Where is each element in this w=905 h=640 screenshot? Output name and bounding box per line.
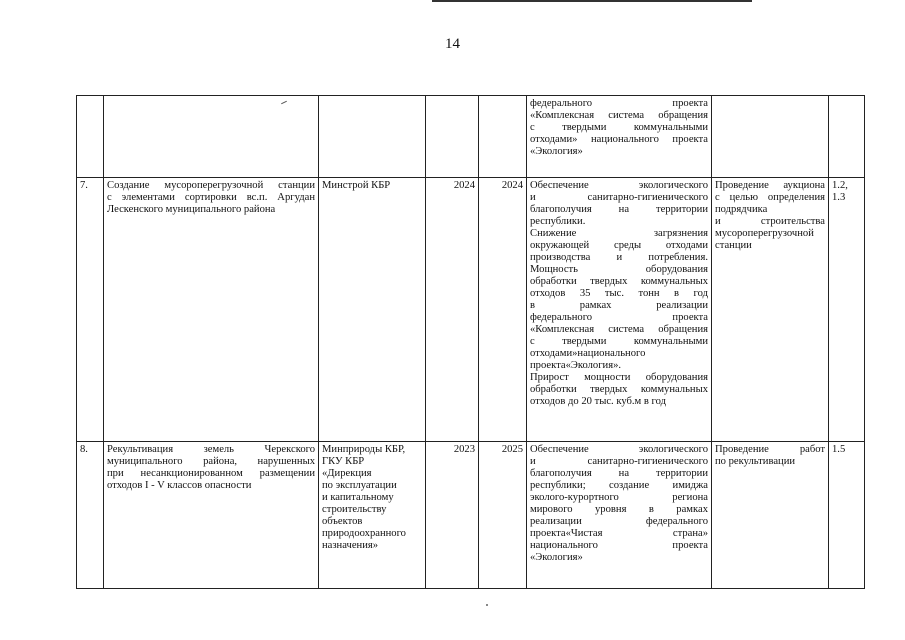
measure-name-line: муниципального района, нарушенных — [107, 456, 315, 467]
implementation-goal-line: мусороперегрузочной — [715, 228, 814, 239]
expected-result-line: отходами» национального проекта — [530, 134, 708, 145]
expected-result-line: с твердыми коммунальными — [530, 336, 708, 347]
start-year-cell — [426, 442, 479, 589]
indicator-refs-cell — [829, 96, 865, 178]
start-year: 2024 — [453, 180, 475, 191]
scan-speck — [486, 604, 488, 606]
page-number: 14 — [445, 36, 460, 52]
expected-result-line: Прирост мощности оборудования — [530, 372, 708, 383]
expected-result-line: Мощность оборудования — [530, 264, 708, 275]
implementation-goal-line: станции — [715, 240, 752, 251]
responsible-executor-line: Минстрой КБР — [322, 180, 391, 191]
expected-result-line: и санитарно-гигиенического — [530, 192, 708, 203]
expected-result-line: республики. — [530, 216, 586, 227]
expected-result-line: отходами»национального — [530, 348, 646, 359]
start-year-cell — [426, 178, 479, 442]
row-number: 8. — [80, 444, 88, 455]
expected-result-line: производства и потребления. — [530, 252, 708, 263]
top-rule — [432, 0, 752, 2]
expected-result-line: с твердыми коммунальными — [530, 122, 708, 133]
implementation-goal-cell — [712, 442, 829, 589]
end-year-cell — [479, 96, 527, 178]
start-year: 2023 — [453, 444, 475, 455]
measure-name-cell — [104, 442, 319, 589]
expected-result-cell — [527, 96, 712, 178]
responsible-executor-line: «Дирекция — [322, 468, 372, 479]
expected-result-line: Обеспечение экологического — [530, 180, 708, 191]
measure-name-cell — [104, 96, 319, 178]
expected-result-line: благополучия на территории — [530, 204, 708, 215]
implementation-goal-line: Проведение аукциона — [715, 180, 825, 191]
responsible-executor-line: по эксплуатации — [322, 480, 397, 491]
implementation-goal-line: по рекультивации — [715, 456, 796, 467]
expected-result-line: отходов 35 тыс. тонн в год — [530, 288, 708, 299]
responsible-executor-cell — [319, 96, 426, 178]
expected-result-line: Снижение загрязнения — [530, 228, 708, 239]
measure-name-line: Лескенского муниципального района — [107, 204, 276, 215]
row-number: 7. — [80, 180, 88, 191]
implementation-goal-line: подрядчика — [715, 204, 768, 215]
measure-name-line: отходов I - V классов опасности — [107, 480, 252, 491]
end-year-cell — [479, 178, 527, 442]
expected-result-line: мирового уровня в рамках — [530, 504, 708, 515]
responsible-executor-line: строительству — [322, 504, 387, 515]
table-row — [77, 178, 865, 442]
expected-result-line: «Экология» — [530, 552, 583, 563]
indicator-refs-cell — [829, 178, 865, 442]
expected-result-line: обработки твердых коммунальных — [530, 276, 708, 287]
responsible-executor-line: природоохранного — [322, 528, 406, 539]
expected-result-line: благополучия на территории — [530, 468, 708, 479]
row-number-cell — [77, 178, 104, 442]
expected-result-line: обработки твердых коммунальных — [530, 384, 708, 395]
measure-name-cell — [104, 178, 319, 442]
expected-result-line: отходов до 20 тыс. куб.м в год — [530, 396, 666, 407]
expected-result-line: федерального проекта — [530, 312, 708, 323]
measure-name-line: Создание мусороперегрузочной станции — [107, 180, 315, 191]
implementation-goal-cell — [712, 96, 829, 178]
start-year-cell — [426, 96, 479, 178]
expected-result-line: и санитарно-гигиенического — [530, 456, 708, 467]
end-year-cell — [479, 442, 527, 589]
table-row — [77, 442, 865, 589]
indicator-refs: 1.5 — [832, 444, 846, 455]
expected-result-line: «Комплексная система обращения — [530, 324, 708, 335]
implementation-goal-line: с целью определения — [715, 192, 825, 203]
responsible-executor-line: назначения» — [322, 540, 379, 551]
measures-table — [76, 95, 865, 589]
expected-result-line: «Экология» — [530, 146, 583, 157]
measure-name-line: при несанкционированном размещении — [107, 468, 315, 479]
implementation-goal-line: Проведение работ — [715, 444, 825, 455]
row-number-cell — [77, 96, 104, 178]
expected-result-line: окружающей среды отходами — [530, 240, 708, 251]
expected-result-line: в рамках реализации — [530, 300, 708, 311]
indicator-refs: 1.2, 1.3 — [832, 180, 848, 203]
expected-result-line: национального проекта — [530, 540, 708, 551]
responsible-executor-line: и капитальному — [322, 492, 394, 503]
implementation-goal-line: и строительства — [715, 216, 825, 227]
responsible-executor-line: объектов — [322, 516, 363, 527]
table-row — [77, 96, 865, 178]
expected-result-line: «Комплексная система обращения — [530, 110, 708, 121]
responsible-executor-line: Минприроды КБР, — [322, 444, 406, 455]
expected-result-line: федерального проекта — [530, 98, 708, 109]
responsible-executor-cell — [319, 442, 426, 589]
expected-result-cell — [527, 178, 712, 442]
responsible-executor-line: ГКУ КБР — [322, 456, 365, 467]
responsible-executor-cell — [319, 178, 426, 442]
measure-name-line: с элементами сортировки вс.п. Аргудан — [107, 192, 315, 203]
expected-result-line: проекта«Чистая страна» — [530, 528, 708, 539]
implementation-goal-cell — [712, 178, 829, 442]
expected-result-line: проекта«Экология». — [530, 360, 622, 371]
measure-name-line: Рекультивация земель Черекского — [107, 444, 315, 455]
expected-result-line: реализации федерального — [530, 516, 708, 527]
end-year: 2024 — [501, 180, 523, 191]
expected-result-line: Обеспечение экологического — [530, 444, 708, 455]
expected-result-line: республики; создание имиджа — [530, 480, 708, 491]
row-number-cell — [77, 442, 104, 589]
end-year: 2025 — [501, 444, 523, 455]
expected-result-cell — [527, 442, 712, 589]
expected-result-line: эколого-курортного региона — [530, 492, 708, 503]
indicator-refs-cell — [829, 442, 865, 589]
